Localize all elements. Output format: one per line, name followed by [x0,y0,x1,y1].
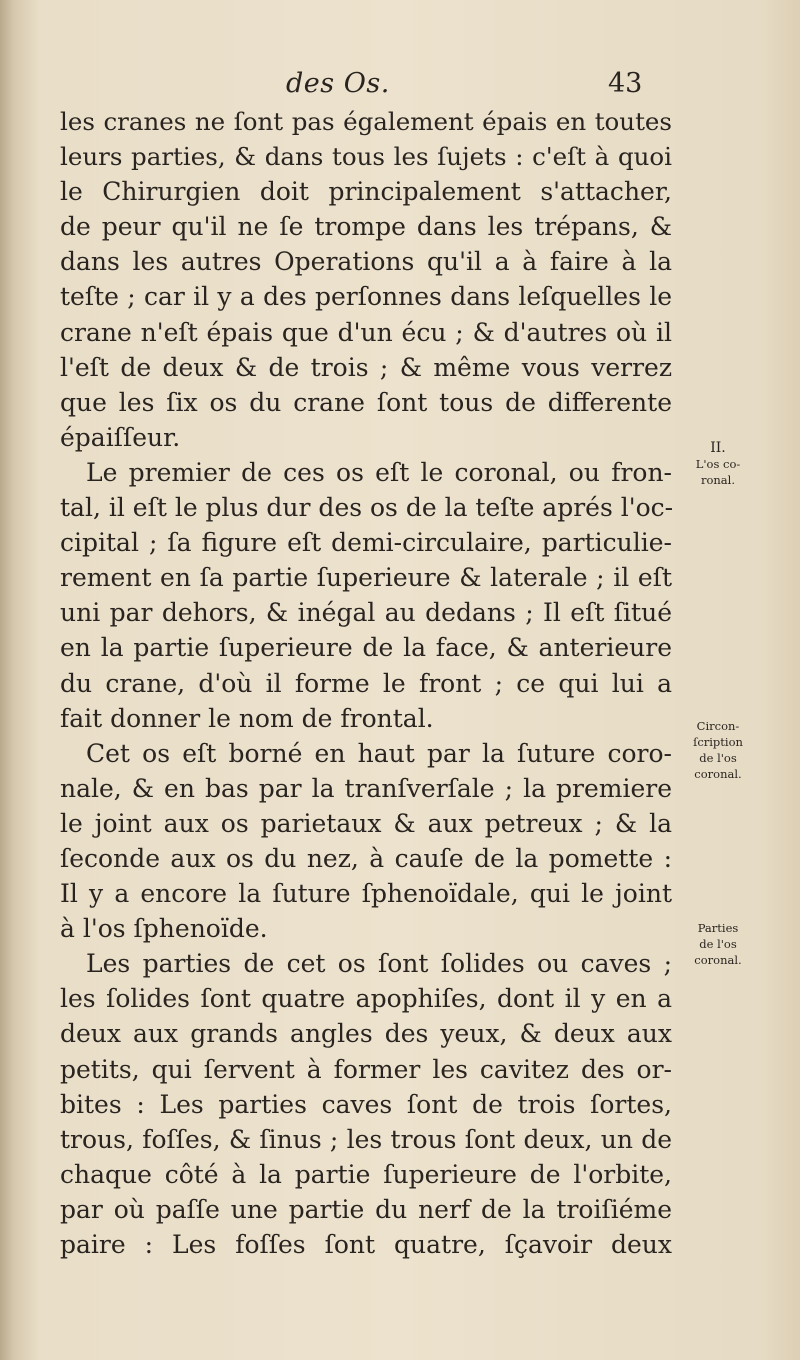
text-line: les cranes ne ſont pas également épais en toutes [60,107,672,136]
running-title: des Os. [286,68,390,99]
margin-note-line: de l'os [699,751,737,765]
paragraph [60,736,672,947]
text-line: nale, & en bas par la tranſverſale ; la premiere [60,773,672,803]
text-line: les ſolides ſont quatre apophiſes, dont il y en a [60,984,672,1014]
text-line: tal, il eſt le plus dur des os de la teſte aprés l'oc- [60,493,674,523]
paragraph [60,455,672,736]
text-line: de peur qu'il ne ſe trompe dans les trépans, & [60,212,672,242]
margin-note-line: II. [710,440,726,456]
text-line: leurs parties, & dans tous les ſujets : c'eſt à quoi [60,142,672,172]
margin-note-line: Circon- [696,719,740,733]
page-number: 43 [608,68,643,99]
text-line: teſte ; car il y a des perſonnes dans leſquelles le [60,282,672,312]
text-line: Cet os eſt borné en haut par la ſuture coro- [86,738,672,768]
text-line: épaiſſeur. [60,422,181,452]
text-line: Le premier de ces os eſt le coronal, ou fron- [86,457,672,487]
page-header [0,62,800,102]
text-line: le Chirurgien doit principalement s'attacher, [60,177,672,207]
text-line: ſeconde aux os du nez, à cauſe de la pomette : [60,843,672,873]
text-line: à l'os ſphenoïde. [60,914,268,944]
text-line: chaque côté à la partie ſuperieure de l'orbite, [60,1159,672,1189]
text-line: du crane, d'où il forme le front ; ce qui lui a [60,668,672,698]
text-line: par où paſſe une partie du nerf de la troiſiéme [60,1194,672,1224]
margin-note-parties [676,920,760,968]
margin-note-circonscription [676,718,760,782]
margin-note-coronal [676,440,760,488]
paragraph [60,104,672,455]
text-line: uni par dehors, & inégal au dedans ; Il eſt ſitué [60,598,672,628]
paragraph [60,946,672,1262]
text-line: paire : Les foſſes ſont quatre, ſçavoir deux [60,1230,672,1259]
text-line: le joint aux os parietaux & aux petreux ; & la [60,808,672,838]
text-line: petits, qui ſervent à former les cavitez des or- [60,1054,672,1084]
margin-note-line: de l'os [699,937,737,951]
text-line: cipital ; ſa figure eſt demi-circulaire, particulie- [60,528,672,558]
text-line: fait donner le nom de frontal. [60,703,434,733]
margin-note-line: Parties [697,921,739,935]
text-line: Les parties de cet os ſont ſolides ou caves ; [86,949,672,979]
margin-note-line: ſcription [693,735,743,749]
text-line: dans les autres Operations qu'il a à faire à la [60,247,672,277]
text-line: trous, foſſes, & ſinus ; les trous ſont deux, un de [60,1124,672,1154]
margin-note-line: coronal. [694,767,742,781]
text-line: rement en ſa partie ſuperieure & laterale ; il eſt [60,563,672,593]
text-line: bites : Les parties caves ſont de trois ſortes, [60,1089,672,1119]
margin-note-line: ronal. [700,473,736,487]
text-line: deux aux grands angles des yeux, & deux aux [60,1019,672,1049]
text-line: l'eſt de deux & de trois ; & même vous verrez [60,352,672,382]
text-line: que les ſix os du crane ſont tous de differente [60,387,672,417]
margin-note-line: coronal. [694,953,742,967]
body-text [60,104,672,1262]
text-line: en la partie ſuperieure de la face, & anterieure [60,633,672,663]
text-line: crane n'eſt épais que d'un écu ; & d'autres où il [60,317,672,347]
text-line: Il y a encore la ſuture ſphenoïdale, qui le joint [60,879,672,909]
margin-note-line: L'os co- [695,457,741,471]
